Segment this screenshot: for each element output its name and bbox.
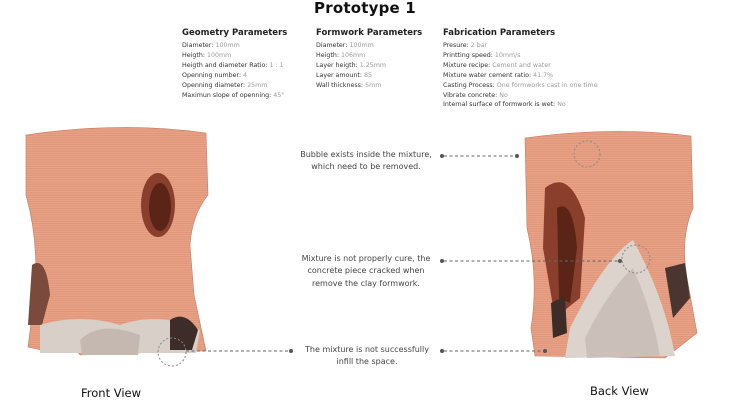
param-row — [443, 41, 598, 51]
param-row — [443, 61, 598, 71]
param-row — [316, 61, 422, 71]
param-label: Maximun slope of openning: — [182, 91, 272, 99]
formwork-parameters — [316, 28, 422, 91]
param-label: Vibrate concrete: — [443, 91, 498, 99]
param-value: 4 — [243, 71, 248, 79]
param-label: Mixture recipe: — [443, 61, 491, 69]
param-label: Openning diameter: — [182, 81, 246, 89]
annotation-line: concrete piece cracked when — [307, 266, 425, 276]
param-row — [182, 61, 287, 71]
fabrication-parameters — [443, 28, 598, 110]
param-row — [182, 51, 287, 61]
param-row — [182, 91, 287, 101]
param-row — [443, 91, 598, 101]
param-value: 85 — [364, 71, 373, 79]
param-value: 25mm — [247, 81, 268, 89]
annotation-line: infill the space. — [336, 357, 398, 367]
param-value: 1 : 1 — [269, 61, 284, 69]
param-row — [443, 71, 598, 81]
param-label: Heigth: — [182, 51, 205, 59]
param-row — [182, 81, 287, 91]
param-value: 41.7% — [533, 71, 554, 79]
param-row — [316, 81, 422, 91]
param-label: Heigth and diameter Ratio: — [182, 61, 268, 69]
formwork-heading: Formwork Parameters — [316, 28, 423, 38]
param-value: No — [557, 101, 566, 109]
param-value: No — [499, 91, 508, 99]
bubble-annotation — [296, 149, 436, 174]
param-value: One formworks cast in one time — [496, 81, 598, 89]
param-row — [182, 71, 287, 81]
cure-annotation — [296, 253, 436, 290]
annotation-line: remove the clay formwork. — [312, 278, 420, 288]
param-label: Diameter: — [316, 42, 348, 49]
front-view-photo — [20, 125, 220, 370]
param-row — [443, 81, 598, 91]
page-title: Prototype 1 — [314, 0, 416, 17]
param-value: 10mm/s — [494, 51, 521, 59]
fabrication-heading: Fabrication Parameters — [443, 28, 556, 38]
param-value: 45° — [273, 91, 285, 99]
param-value: 100mm — [215, 42, 240, 49]
param-label: Diameter: — [182, 42, 214, 49]
param-row — [316, 51, 422, 61]
param-value: 106mm — [340, 51, 366, 59]
param-value: 100mm — [349, 42, 374, 49]
back-view-label: Back View — [590, 384, 649, 398]
annotation-line: Mixture is not properly cure, the — [301, 254, 431, 263]
geometry-parameters — [182, 28, 287, 100]
param-value: Cement and water — [492, 61, 551, 69]
param-label: Wall thickness: — [316, 81, 364, 89]
param-label: Openning number: — [182, 71, 242, 79]
param-label: Mixture water cement ratio: — [443, 71, 532, 79]
param-label: Internal surface of formwork is wet: — [443, 101, 556, 109]
param-row — [443, 51, 598, 61]
param-row — [316, 71, 422, 81]
param-row — [443, 100, 598, 110]
param-row — [182, 41, 287, 51]
front-view-label: Front View — [81, 386, 142, 400]
annotation-line: which need to be removed. — [311, 162, 421, 172]
param-value: 1.25mm — [359, 61, 387, 69]
param-label: Casting Process: — [443, 81, 495, 89]
param-value: 2 bar — [470, 42, 488, 49]
annotation-line: Bubble exists inside the mixture, — [300, 150, 432, 159]
param-label: Layer amount: — [316, 71, 362, 79]
back-view-photo — [515, 128, 715, 373]
infill-annotation — [300, 344, 434, 369]
param-label: Presure: — [443, 42, 469, 49]
param-row — [316, 41, 422, 51]
param-value: 100mm — [206, 51, 232, 59]
param-value: 5mm — [365, 81, 382, 89]
geometry-heading: Geometry Parameters — [182, 28, 288, 38]
param-label: Heigth: — [316, 51, 339, 59]
annotation-line: The mixture is not successfully — [305, 345, 429, 354]
param-label: Layer heigth: — [316, 61, 358, 69]
param-label: Printting speed: — [443, 51, 493, 59]
